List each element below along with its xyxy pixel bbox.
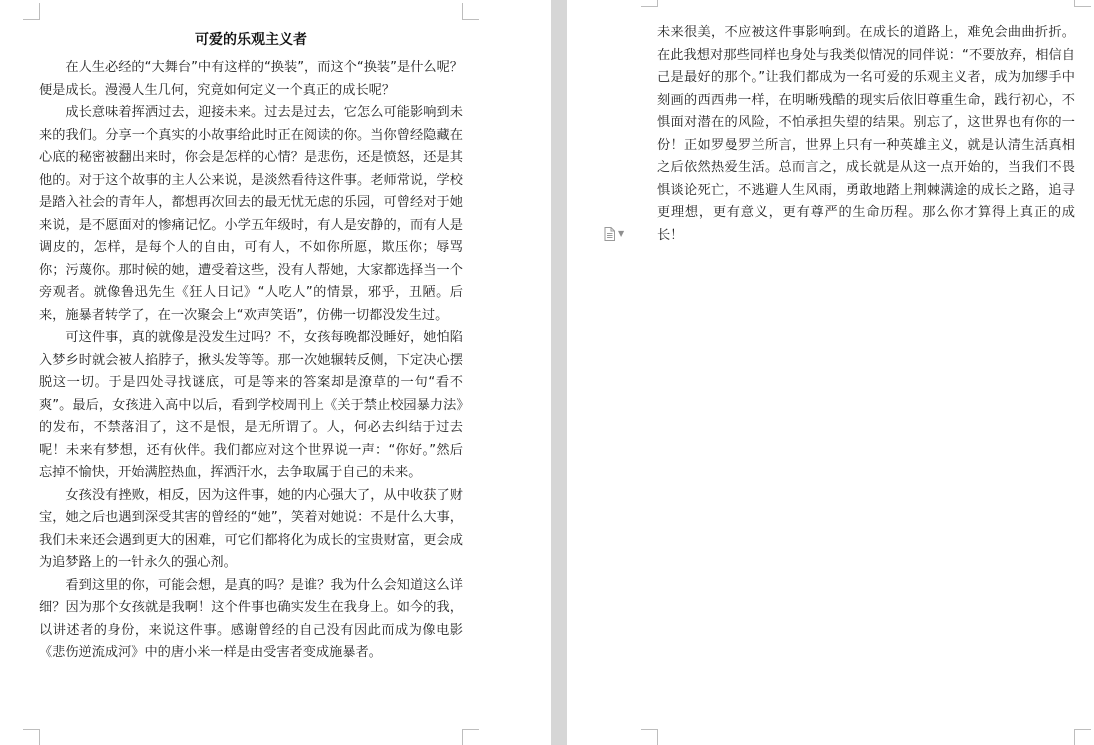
- document-title[interactable]: 可爱的乐观主义者: [195, 32, 307, 48]
- crop-mark-top-left: [641, 0, 658, 7]
- crop-mark-bottom-left: [23, 729, 40, 745]
- crop-mark-top-right: [462, 3, 479, 20]
- paragraph-4[interactable]: 女孩没有挫败，相反，因为这件事，她的内心强大了，从中收获了财宝，她之后也遇到深受其害的曾经的“她”，笑着对她说：不是什么大事，我们未来还会遇到更大的困难，可它们都将化为成长的宝贵财富，更会成为追梦路上的一针永久的强心剂。: [39, 487, 463, 570]
- layout-options-button[interactable]: [604, 226, 634, 242]
- paragraph-3[interactable]: 可这件事，真的就像是没发生过吗？不，女孩每晚都没睡好，她怕陷入梦乡时就会被人掐脖子，揪头发等等。那一次她辗转反侧，下定决心摆脱这一切。于是四处寻找谜底，可是等来的答案却是潦草的一句“看不爽”。最后，女孩进入高中以后，看到学校周刊上《关于禁止校园暴力法》的发布，不禁落泪了，这不是恨，是无所谓了。人，何必去纠结于过去呢！未来有梦想，还有伙伴。我们都应对这个世界说一声：“你好。”然后忘掉不愉快，开始满腔热血，挥洒汗水，去争取属于自己的未来。: [39, 330, 463, 480]
- paragraph-1[interactable]: 在人生必经的“大舞台”中有这样的“换装”，而这个“换装”是什么呢？便是成长。漫漫人生几何，究竟如何定义一个真正的成长呢？: [39, 60, 463, 98]
- crop-mark-bottom-right: [1074, 729, 1091, 745]
- crop-mark-top-left: [23, 3, 40, 20]
- document-page-2: [567, 0, 1094, 745]
- crop-mark-bottom-left: [641, 729, 658, 745]
- paragraph-2[interactable]: 成长意味着挥洒过去，迎接未来。过去是过去，它怎么可能影响到未来的我们。分享一个真实的小故事给此时正在阅读的你。当你曾经隐藏在心底的秘密被翻出来时，你会是怎样的心情？是悲伤，还是愤怒，还是其他的。对于这个故事的主人公来说，是淡然看待这件事。老师常说，学校是踏入社会的青年人，都想再次回去的最无忧无虑的乐园，可曾经对于她来说，是不愿面对的惨痛记忆。小学五年级时，有人是安静的，而有人是调皮的，怎样，是每个人的自由，可有人，不如你所愿，欺压你；辱骂你；污蔑你。那时候的她，遭受着这些，没有人帮她，大家都选择当一个旁观者。就像鲁迅先生《狂人日记》“人吃人”的情景，邪乎，丑陋。后来，施暴者转学了，在一次聚会上“欢声笑语”，仿佛一切都没发生过。: [39, 105, 463, 323]
- document-icon: [604, 227, 615, 241]
- page-1-body[interactable]: [39, 57, 463, 665]
- chevron-down-icon: ▼: [618, 229, 625, 238]
- paragraph-5-continued[interactable]: 未来很美，不应被这件事影响到。在成长的道路上，难免会曲曲折折。在此我想对那些同样也身处与我类似情况的同伴说：“不要放弃，相信自己是最好的那个。”让我们都成为一名可爱的乐观主义者，成为加缪手中刻画的西西弗一样，在明晰残酷的现实后依旧尊重生命，践行初心，不惧面对潜在的风险，不怕承担失望的结果。别忘了，这世界也有你的一份！正如罗曼罗兰所言，世界上只有一种英雄主义，就是认清生活真相之后依然热爱生活。总而言之，成长就是从这一点开始的，当我们不畏惧谈论死亡，不逃避人生风雨，勇敢地踏上荆棘满途的成长之路，追寻更理想，更有意义，更有尊严的生命历程。那么你才算得上真正的成长！: [657, 25, 1075, 243]
- page-2-body[interactable]: [657, 22, 1075, 247]
- paragraph-5[interactable]: 看到这里的你，可能会想，是真的吗？是谁？我为什么会知道这么详细？因为那个女孩就是我啊！这个件事也确实发生在我身上。如今的我，以讲述者的身份，来说这件事。感谢曾经的自己没有因此而成为像电影《悲伤逆流成河》中的唐小米一样是由受害者变成施暴者。: [39, 577, 463, 660]
- crop-mark-top-right: [1074, 0, 1091, 7]
- page-gutter: [551, 0, 567, 745]
- crop-mark-bottom-right: [462, 729, 479, 745]
